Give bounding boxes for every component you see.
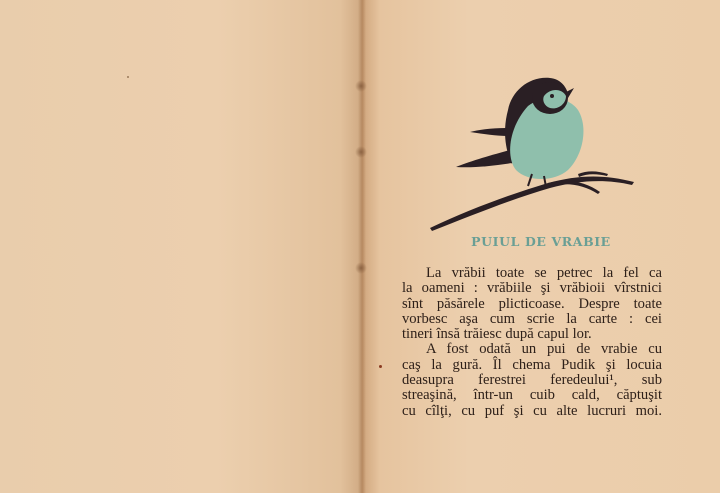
text-line: La vrăbii toate se petrec la fel ca: [426, 265, 662, 281]
branch-twig: [548, 181, 600, 194]
text-line: deasupra ferestrei feredeului¹, sub: [402, 372, 662, 389]
story-text: [402, 266, 662, 419]
text-line: cu cîlţi, cu puf şi cu alte lucruri moi.: [402, 402, 662, 419]
text-line: tineri însă trăiesc după capul lor.: [402, 326, 592, 343]
bird-tail: [470, 128, 508, 136]
text-line: vorbesc aşa cum scrie la carte : cei: [402, 310, 662, 327]
bird-eye: [550, 94, 554, 98]
binding-stitch: [355, 146, 367, 158]
sparrow-on-branch-illustration: [428, 70, 638, 235]
paper-speck: [379, 365, 382, 368]
chapter-title: PUIUL DE VRABIE: [471, 234, 611, 249]
branch-twig: [578, 171, 608, 177]
text-line: la oameni : vrăbiile şi vrăbioii vîrstnici: [402, 280, 662, 297]
text-line: caş la gură. Îl chema Pudik şi locuia: [402, 356, 662, 373]
binding-stitch: [355, 262, 367, 274]
text-line: sînt păsărele plicticoase. Despre toate: [402, 295, 662, 312]
bird-tail: [456, 150, 512, 167]
text-line: streaşină, într-un cuib cald, căptuşit: [402, 387, 662, 404]
text-line: A fost odată un pui de vrabie cu: [426, 341, 662, 358]
branch: [430, 176, 634, 231]
binding-stitch: [355, 80, 367, 92]
paper-speck: [127, 76, 129, 78]
